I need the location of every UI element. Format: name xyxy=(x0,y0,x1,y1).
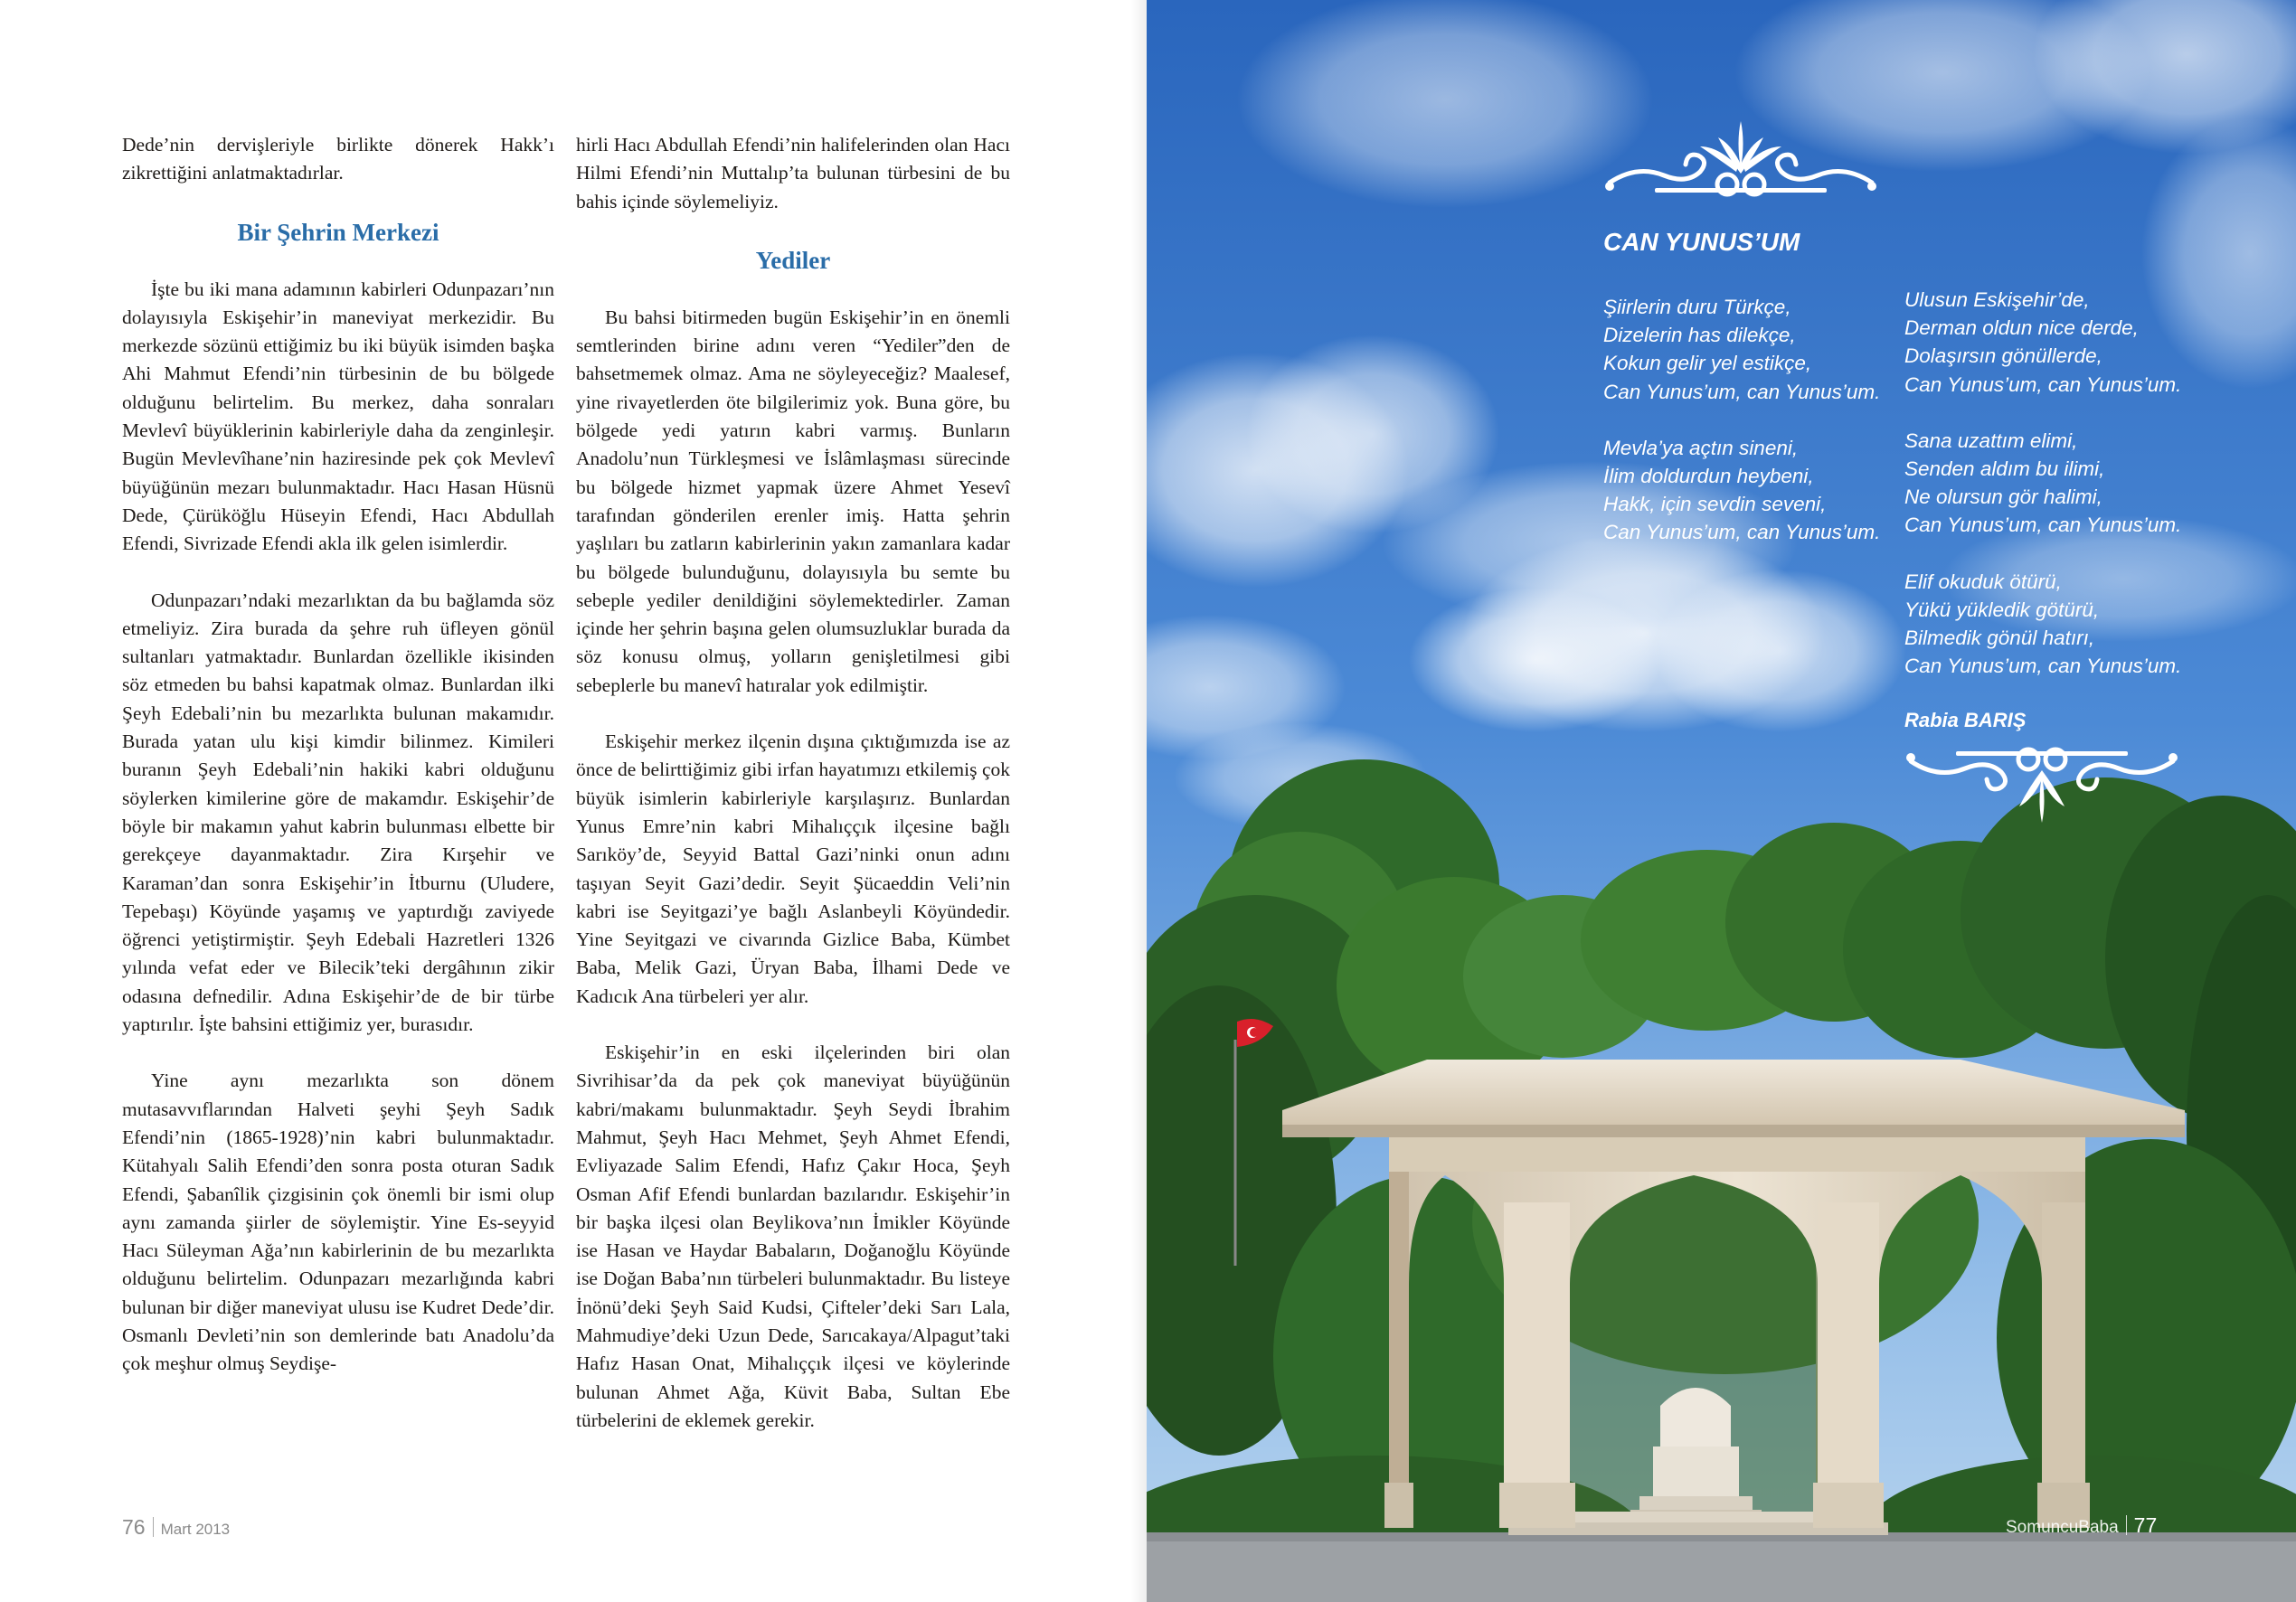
poem-stanza xyxy=(1904,568,2181,681)
right-page xyxy=(1147,0,2296,1602)
section-heading: Bir Şehrin Merkezi xyxy=(237,218,439,246)
paragraph: Eskişehir’in en eski ilçelerinden biri olan Sivrihisar’da da pek çok maneviyat büyüğünün kabri/makamı bulunmaktadır. Şeyh Seydi İbrahim Mahmut, Şeyh Hacı Mehmet, Şeyh Ahmet Efendi, Evliyazade Salim Efendi, Hafız Çakır Hoca, Şeyh Osman Afif Efendi bunlardan bazılarıdır. Eskişehir’in bir başka ilçesi olan Beylikova’nın İmikler Köyünde ise Hasan ve Haydar Babaların, Doğanoğlu Köyünde ise Doğan Baba’nın türbeleri bulunmaktadır. Bu listeye İnönü’deki Şeyh Said Kudsi, Çifteler’deki Sarı Lala, Mahmudiye’deki Uzun Dede, Sarıcakaya/Alpagut’taki Hafız Hasan Onat, Mihalıççık ilçesi ve köylerinde bulunan Ahmet Ağa, Küvit Baba, Sultan Ebe türbelerini de eklemek gerekir. xyxy=(576,1041,1010,1431)
page-number: 77 xyxy=(2133,1513,2158,1537)
poem-stanza xyxy=(1603,293,1880,406)
issue-date: Mart 2013 xyxy=(160,1521,231,1538)
poem-line: Yükü yükledik götürü, xyxy=(1904,598,2100,621)
poem-line: Can Yunus’um, can Yunus’um. xyxy=(1904,372,2182,396)
left-page xyxy=(0,0,1147,1602)
poem-author: Rabia BARIŞ xyxy=(1904,709,2027,731)
poem-line: Kokun gelir yel estikçe, xyxy=(1603,352,1812,375)
poem-line: Bilmedik gönül hatırı, xyxy=(1904,627,2095,650)
magazine-logo: SomuncuBaba xyxy=(2006,1518,2119,1537)
paragraph: Odunpazarı’ndaki mezarlıktan da bu bağlamda söz etmeliyiz. Zira burada da şehre ruh üfleyen gönül sultanları yatmaktadır. Bunlardan özellikle ikisinden söz etmeden bu bahsi kapatmak olmaz. Bunlardan ilki Şeyh Edebali’nin bu mezarlıkta bulunan makamıdır. Burada yatan ulu kişi kimdir bilinmez. Kimileri buranın Şeyh Edebali’nin hakiki kabri olduğunu söylerken kimilerine göre de makamdır. Eskişehir’de böyle bir makamın yahut kabrin bulunması elbette bir gerekçeye dayanmaktadır. Zira Kırşehir ve Karaman’dan sonra Eskişehir’in İtburnu (Uludere, Tepebaşı) Köyünde yaşamış ve yaptırdığı zaviyede öğrenci yetiştirmiştir. Şeyh Edebali Hazretleri 1326 yılında vefat eder ve Bilecik’teki dergâhının zikir odasına defnedilir. Adına Eskişehir’de de bir türbe yaptırılır. İşte bahsini ettiğimiz yer, burasıdır. xyxy=(122,589,554,1036)
poem-stanza xyxy=(1904,427,2181,540)
text-column-2 xyxy=(576,131,1010,1463)
poem-column-left xyxy=(1603,293,1880,575)
footer-divider xyxy=(153,1517,154,1537)
poem-line: Ulusun Eskişehir’de, xyxy=(1904,288,2090,311)
poem-line: Can Yunus’um, can Yunus’um. xyxy=(1904,514,2182,537)
poem-stanza xyxy=(1603,434,1880,547)
paragraph: Eskişehir merkez ilçenin dışına çıktığımızda ise az önce de belirttiğimiz gibi irfan hayatımızı etkilemiş çok büyük isimlerin kabirleriyle karşılaşırız. Bunlardan Yunus Emre’nin kabri Mihalıççık ilçesine bağlı Sarıköy’de, Seyyid Battal Gazi’ninki onun adını taşıyan Seyit Gazi’dedir. Seyit Şücaeddin Veli’nin kabri ise Seyitgazi’ye bağlı Aslanbeyli Köyündedir. Yine Seyitgazi ve civarında Gizlice Baba, Kümbet Baba, Melik Gazi, Üryan Baba, İlhami Dede ve Kadıcık Ana türbeleri yer alır. xyxy=(576,730,1010,1007)
page-gutter-shadow xyxy=(1130,0,1148,1602)
poem-line: Can Yunus’um, can Yunus’um. xyxy=(1603,380,1881,403)
poem-line: Hakk, için sevdin seveni, xyxy=(1603,493,1827,516)
paragraph: İşte bu iki mana adamının kabirleri Odunpazarı’nın dolayısıyla Eskişehir’in maneviyat merkezidir. Bu merkezde sözünü ettiğimiz bu iki büyük isimden başka Ahi Mahmut Efendi’nin türbesinin de bu bölgede olduğunu belirtelim. Bu merkez, daha sonraları Mevlevî büyüklerinin kabirleriyle daha da zenginleşir. Bugün Mevlevîhane’nin haziresinde pek çok Mevlevî büyüğünün mezarı bulunmaktadır. Hacı Hasan Hüsnü Dede, Çürüköğlu Hüseyin Efendi, Hacı Abdullah Efendi, Sivrizade Efendi akla ilk gelen isimlerdir. xyxy=(122,278,554,555)
poem-line: Derman oldun nice derde, xyxy=(1904,316,2139,340)
section-heading: Yediler xyxy=(755,246,831,274)
poem-line: Elif okuduk ötürü, xyxy=(1904,570,2062,593)
poem-line: Mevla’ya açtın sineni, xyxy=(1603,436,1799,459)
poem-title: CAN YUNUS’UM xyxy=(1603,228,1800,256)
poem-column-right xyxy=(1904,286,2181,708)
poem-line: Şiirlerin duru Türkçe, xyxy=(1603,296,1791,318)
poem-line: Sana uzattım elimi, xyxy=(1904,429,2078,452)
paragraph: hirli Hacı Abdullah Efendi’nin halifelerinden olan Hacı Hilmi Efendi’nin Muttalıp’ta bulunan türbesini de bu bahis içinde söylemeliyiz. xyxy=(576,134,1010,212)
ornament-bottom-icon xyxy=(1902,738,2182,825)
poem-line: Can Yunus’um, can Yunus’um. xyxy=(1603,521,1881,544)
text-column-1 xyxy=(122,131,554,1407)
paragraph: Bu bahsi bitirmeden bugün Eskişehir’in en önemli semtlerinden birine adını veren “Yediler”den de bahsetmemek olmaz. Ama ne söyleyeceğiz? Maalesef, yine rivayetlerden öte bilgilerimiz yok. Buna göre, bu bölgede yedi yatırın kabri varmış. Bunların Anadolu’nun Türkleşmesi ve İslâmlaşması sürecinde bu bölgede hizmet yapmak üzere Ahmet Yesevî tarafından gönderilen erenler imiş. Hatta şehrin yaşlıları bu zatların kabirlerinin yakın zamanlara kadar bu bölgede bulunduğunu, dolayısıyla bu semte bu sebeple yediler denildiğini söylemektedirler. Zaman içinde her şehrin başına gelen olumsuzluklar burada da söz konusu olmuş, yolların genişletilmesi gibi sebeplerle bu manevî hatıralar yok edilmiştir. xyxy=(576,306,1010,696)
paragraph: Dede’nin dervişleriyle birlikte dönerek Hakk’ı zikrettiğini anlatmaktadırlar. xyxy=(122,134,554,184)
poem-line: Ne olursun gör halimi, xyxy=(1904,485,2102,509)
ornament-top-icon xyxy=(1601,119,1881,206)
poem-line: Dizelerin has dilekçe, xyxy=(1603,324,1796,347)
page-footer xyxy=(122,1515,230,1540)
poem-line: İlim doldurdun heybeni, xyxy=(1603,465,1814,488)
poem-line: Can Yunus’um, can Yunus’um. xyxy=(1904,655,2182,678)
poem-line: Senden aldım bu ilimi, xyxy=(1904,457,2105,481)
paragraph: Yine aynı mezarlıkta son dönem mutasavvıflarından Halveti şeyhi Şeyh Sadık Efendi’nin (1865-1928)’nin kabri bulunmaktadır. Kütahyalı Salih Efendi’den sonra posta oturan Sadık Efendi, Şabanîlik çizgisinin çok önemli bir ismi olup aynı zamanda şiirler de söylemiştir. Yine Es-seyyid Hacı Süleyman Ağa’nın kabirlerinin de bu mezarlıkta olduğunu belirtelim. Odunpazarı mezarlığında kabri bulunan bir diğer maneviyat ulusu ise Kudret Dede’dir. Osmanlı Devleti’nin son demlerinde batı Anadolu’da çok meşhur olmuş Seydişe- xyxy=(122,1070,554,1375)
page-footer xyxy=(2006,1513,2157,1538)
poem-line: Dolaşırsın gönüllerde, xyxy=(1904,344,2102,368)
footer-divider xyxy=(2126,1515,2127,1535)
poem-stanza xyxy=(1904,286,2181,399)
page-number: 76 xyxy=(122,1515,146,1539)
